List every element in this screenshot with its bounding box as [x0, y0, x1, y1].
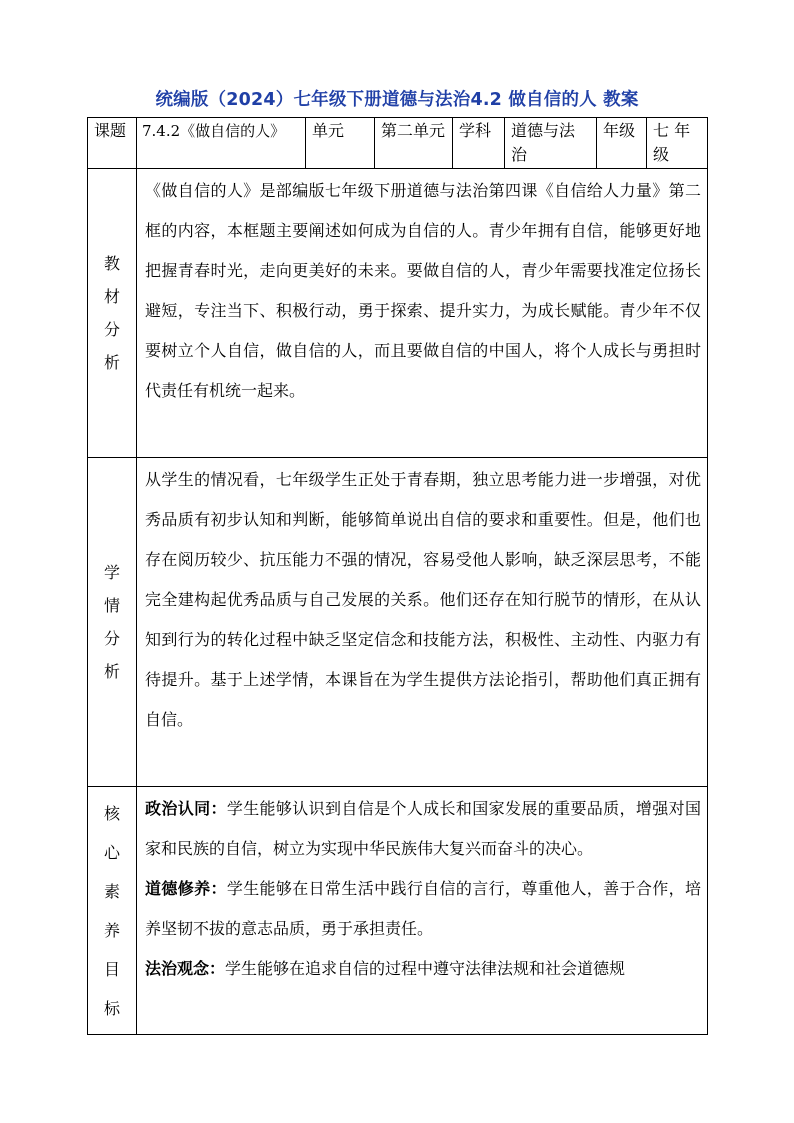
lesson-label — [88, 118, 137, 169]
textbook-analysis-label — [88, 169, 137, 458]
lesson-label-text: 课题 — [94, 121, 127, 140]
core-goals-label — [88, 787, 137, 1035]
goal-moral-cultivation — [145, 869, 701, 949]
goal-text: 学生能够在日常生活中践行自信的言行，尊重他人，善于合作，培养坚韧不拔的意志品质，勇于承担责任。 — [145, 879, 701, 938]
textbook-analysis-label-text: 教材分析 — [103, 254, 120, 372]
student-analysis-text: 从学生的情况看，七年级学生正处于青春期，独立思考能力进一步增强，对优秀品质有初步认知和判断，能够简单说出自信的要求和重要性。但是，他们也存在阅历较少、抗压能力不强的情况，容易受他人影响，缺乏深层思考，不能完全建构起优秀品质与自己发展的关系。他们还存在知行脱节的情形，在从认知到行为的转化过程中缺乏坚定信念和技能方法，积极性、主动性、内驱力有待提升。基于上述学情，本课旨在为学生提供方法论指引，帮助他们真正拥有自信。 — [137, 458, 708, 787]
subject-value-text: 道德与法治 — [511, 121, 576, 164]
subject-label — [453, 118, 505, 169]
header-row — [88, 118, 708, 169]
goal-heading: 道德修养： — [145, 879, 227, 898]
subject-label-text: 学科 — [459, 121, 492, 140]
student-analysis-label — [88, 458, 137, 787]
grade-value — [647, 118, 708, 169]
core-goals-content — [137, 787, 708, 1035]
subject-value — [505, 118, 597, 169]
goal-text: 学生能够认识到自信是个人成长和国家发展的重要品质，增强对国家和民族的自信，树立为实现中华民族伟大复兴而奋斗的决心。 — [145, 799, 701, 858]
core-goals-row — [88, 787, 708, 1035]
goal-text: 学生能够在追求自信的过程中遵守法律法规和社会道德规 — [225, 959, 626, 978]
document-title: 统编版（2024）七年级下册道德与法治4.2 做自信的人 教案 — [155, 90, 639, 110]
unit-value — [375, 118, 453, 169]
unit-label-text: 单元 — [312, 121, 345, 140]
lesson-plan-table — [87, 117, 708, 1035]
goal-heading: 政治认同： — [145, 799, 227, 818]
unit-label — [306, 118, 375, 169]
unit-value-text: 第二单元 — [381, 121, 446, 140]
grade-value-text: 七 年级 — [653, 121, 691, 164]
textbook-analysis-text: 《做自信的人》是部编版七年级下册道德与法治第四课《自信给人力量》第二框的内容，本框题主要阐述如何成为自信的人。青少年拥有自信，能够更好地把握青春时光，走向更美好的未来。要做自信的人，青少年需要找准定位扬长避短，专注当下、积极行动，勇于探索、提升实力，为成长赋能。青少年不仅要树立个人自信，做自信的人，而且要做自信的中国人，将个人成长与勇担时代责任有机统一起来。 — [137, 169, 708, 458]
goal-rule-of-law — [145, 949, 701, 989]
goal-political-identity — [145, 789, 701, 869]
goal-heading: 法治观念： — [145, 959, 226, 978]
lesson-title-text: 7.4.2《做自信的人》 — [142, 122, 286, 140]
grade-label — [597, 118, 647, 169]
core-goals-label-text: 核心素养目标 — [103, 803, 120, 1018]
grade-label-text: 年级 — [603, 121, 636, 140]
student-analysis-label-text: 学情分析 — [103, 563, 120, 681]
textbook-analysis-row — [88, 169, 708, 458]
lesson-title — [137, 118, 306, 169]
student-analysis-row — [88, 458, 708, 787]
